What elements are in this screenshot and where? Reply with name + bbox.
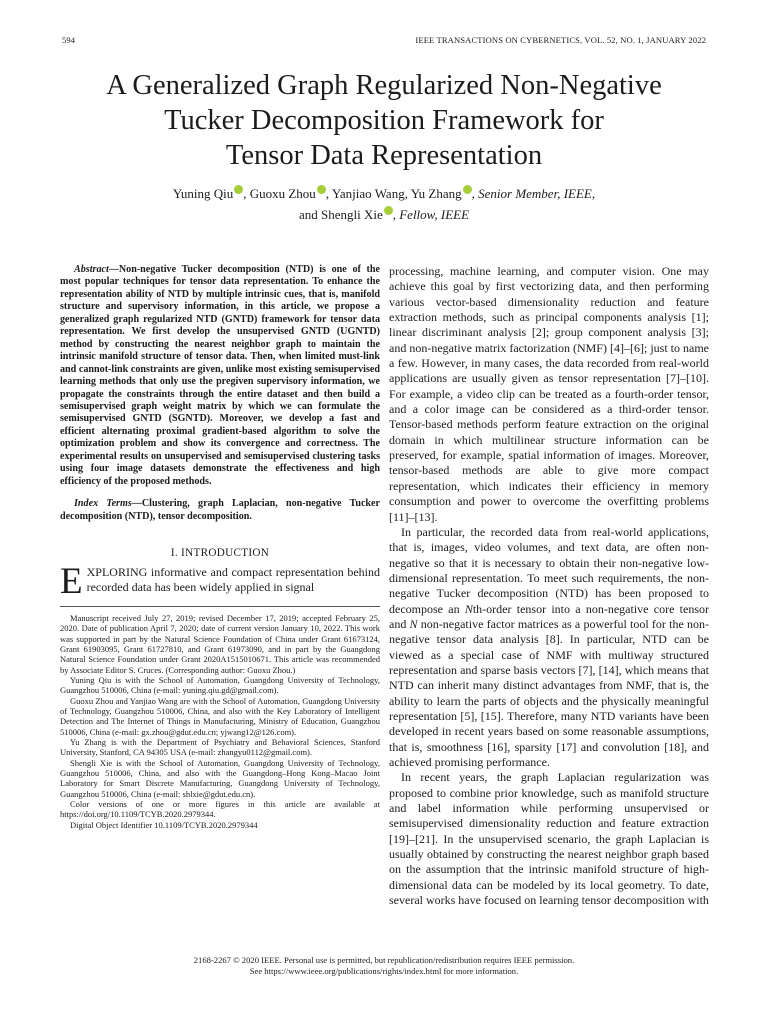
body-p2-part-c: non-negative factor matrices as a powerful tool for the non-negative tensor data analysis [8]. In particular, NTD can be viewed as a special case of NMF with multiway structured representation and sparse basis vectors [7], [14], which means that NTD can inherit many distinct advantages from NMF, that is, the ability to learn the parts of objects and the physically meaningful representation [5], [15]. Therefore, many NTD variants have been developed in recent years based on some reasonable assumptions, that is, smoothness [16], sparsity [17] and convolution [18], and achieved promising performance.	[389, 616, 709, 769]
intro-caps: XPLORING	[86, 565, 148, 580]
section-numeral: I. I	[170, 547, 186, 560]
footnote-doi: Digital Object Identifier 10.1109/TCYB.2020.2979344	[70, 819, 258, 830]
footnote-zhang: Yu Zhang is with the Department of Psychiatry and Behavioral Sciences, Stanford University, Stanford, CA 94305 USA (e-mail: zhangyu0112@gmail.com).	[60, 737, 380, 758]
section-name: NTRODUCTION	[185, 547, 270, 560]
intro-paragraph	[60, 561, 380, 603]
orcid-icon[interactable]	[234, 185, 243, 194]
author-qiu: Yuning Qiu	[172, 186, 234, 201]
abstract	[60, 264, 380, 488]
index-terms-text: —Clustering, graph Laplacian, non-negative Tucker decomposition (NTD), tensor decomposition.	[60, 498, 380, 522]
body-p2-part-b: th-order tensor into a non-negative core tensor and	[389, 601, 709, 631]
author-line-2	[40, 204, 728, 225]
page-number: 594	[62, 35, 76, 45]
intro-text: informative and compact representation behind recorded data has been widely applied in signal	[86, 565, 380, 595]
author-xie-title: , Fellow, IEEE	[392, 207, 470, 222]
paper-title	[40, 68, 728, 173]
copyright-line-1: 2168-2267 © 2020 IEEE. Personal use is permitted, but republication/redistribution requires IEEE permission.	[193, 955, 575, 965]
orcid-icon[interactable]	[463, 185, 472, 194]
running-head	[62, 35, 706, 47]
body-paragraph-3: In recent years, the graph Laplacian regularization was proposed to combine prior knowledge, such as manifold structure and label information while performing unsupervised or semisupervised dimensionality reduction and feature extraction [19]–[21]. In the unsupervised scenario, the graph Laplacian is usually obtained by constructing the nearest neighbor graph based on the assumption that the intrinsic manifold structure of high-dimensional data can be modeled by its local geometry. To date, several works have focused on learning tensor decomposition with	[389, 770, 709, 908]
footnote-manuscript: Manuscript received July 27, 2019; revised December 17, 2019; accepted February 25, 2020. Date of publication April 7, 2020; date of current version January 10, 2022. This work was supported in part by the Natural Science Foundation of China under Grant 61673124, Grant 61903095, Grant 61727810, and Grant 61973090, and in part by the Guangdong Natural Science Foundation under Grant 2020A1515010671. This article was recommended by Associate Editor S. Cruces. (Corresponding author: Guoxu Zhou.)	[60, 612, 380, 675]
author-xie: and Shengli Xie	[298, 207, 383, 222]
drop-cap: E	[60, 561, 83, 603]
copyright-notice	[40, 955, 728, 977]
body-p2-symbol-n: N	[464, 601, 473, 616]
footnote-qiu: Yuning Qiu is with the School of Automation, Guangdong University of Technology, Guangzhou 510006, China (e-mail: yuning.qiu.gd@gmail.com).	[60, 674, 380, 696]
journal-name: IEEE TRANSACTIONS ON CYBERNETICS, VOL. 52, NO. 1, JANUARY 2022	[415, 35, 706, 45]
copyright-line-2: See https://www.ieee.org/publications/rights/index.html for more information.	[249, 966, 519, 976]
author-wang-zhang: , Yanjiao Wang, Yu Zhang	[325, 186, 462, 201]
body-p2-part-a: In particular, the recorded data from real-world applications, that is, images, video volumes, and text data, are often non-negative so that it is necessary to obtain their non-negative low-dimensional representation. To meet such requirements, the non-negative Tucker decomposition (NTD) has been proposed to decompose an	[389, 524, 709, 616]
orcid-icon[interactable]	[317, 185, 326, 194]
author-line-1	[40, 183, 728, 204]
orcid-icon[interactable]	[384, 206, 393, 215]
footnote-zhou-wang: Guoxu Zhou and Yanjiao Wang are with the School of Automation, Guangdong University of Technology, Guangzhou 510006, China, and also with the Key Laboratory of Intelligent Detection and The Internet of Things in Manufacturing, Ministry of Education, Guangzhou 510006, China (e-mail: gx.zhou@gdut.edu.cn; yjwang12@126.com).	[60, 695, 380, 737]
footnote-xie: Shengli Xie is with the School of Automation, Guangdong University of Technology, Guangzhou 510006, China, and also with the Guangdong–Hong Kong–Macao Joint Laboratory for Smart Discrete Manufacturing, Guangdong University of Technology, Guangzhou 510006, China (e-mail: shlxie@gdut.edu.cn).	[60, 757, 380, 799]
index-terms	[60, 498, 380, 523]
footnotes	[60, 613, 380, 830]
title-line-1: A Generalized Graph Regularized Non-Negative	[106, 70, 662, 101]
title-line-3: Tensor Data Representation	[225, 140, 543, 171]
right-column	[389, 264, 709, 908]
author-zhou: , Guoxu Zhou	[243, 186, 316, 201]
abstract-lead: Abstract	[74, 264, 109, 275]
abstract-text: —Non-negative Tucker decomposition (NTD) is one of the most popular techniques for tensor data representation. To enhance the representation ability of NTD by multiple intrinsic cues, that is, manifold structure and supervisory information, in this article, we propose a generalized graph regularized NTD (GNTD) framework for tensor data representation. We first develop the unsupervised GNTD (UGNTD) method by constructing the nearest neighbor graph to maintain the intrinsic manifold structure of tensor data. Then, when limited must-link and cannot-link constraints are given, unlike most existing semisupervised learning methods that only use the pregiven supervisory information, we propagate the constraints through the entire dataset and then build a semisupervised graph weight matrix by which we can formulate the semisupervised GNTD (SGNTD). Moreover, we develop a fast and efficient alternating proximal gradient-based algorithm to solve the optimization problem and show its convergence and correctness. The experimental results on unsupervised and semisupervised clustering tasks using four image datasets demonstrate the effectiveness and high efficiency of the proposed methods.	[60, 264, 380, 487]
left-column	[60, 264, 380, 830]
author-list	[40, 183, 728, 225]
index-terms-lead: Index Terms	[74, 498, 132, 510]
body-paragraph-1: processing, machine learning, and computer vision. One may achieve this goal by first vectorizing data, and then performing various vector-based dimensionality reduction and feature extraction methods, such as principal components analysis [1]; linear discriminant analysis [2]; group component analysis [3]; and non-negative matrix factorization (NMF) [4]–[6]; just to name a few. However, in many cases, the data recorded from real-world applications are usually given as tensor representation [7]–[10]. For example, a video clip can be treated as a fourth-order tensor, and a color image can be considered as a third-order tensor. Tensor-based methods perform feature extraction on the original domain in which multilinear structure information can be preserved, for example, spatial information of images. Moreover, tensor-based methods are able to give more compact representation, which indicates their efficiency in memory consumption and power to overcome the overfitting problems [11]–[13].	[389, 264, 709, 524]
footnote-rule	[60, 606, 380, 607]
body-paragraph-2	[389, 525, 709, 771]
body-p2-symbol-n: N	[409, 616, 418, 631]
footnote-color: Color versions of one or more figures in this article are available at https://doi.org/10.1109/TCYB.2020.2979344.	[60, 799, 380, 820]
title-line-2: Tucker Decomposition Framework for	[164, 105, 604, 136]
author-zhang-title: , Senior Member, IEEE,	[471, 186, 596, 201]
section-heading	[60, 547, 380, 559]
